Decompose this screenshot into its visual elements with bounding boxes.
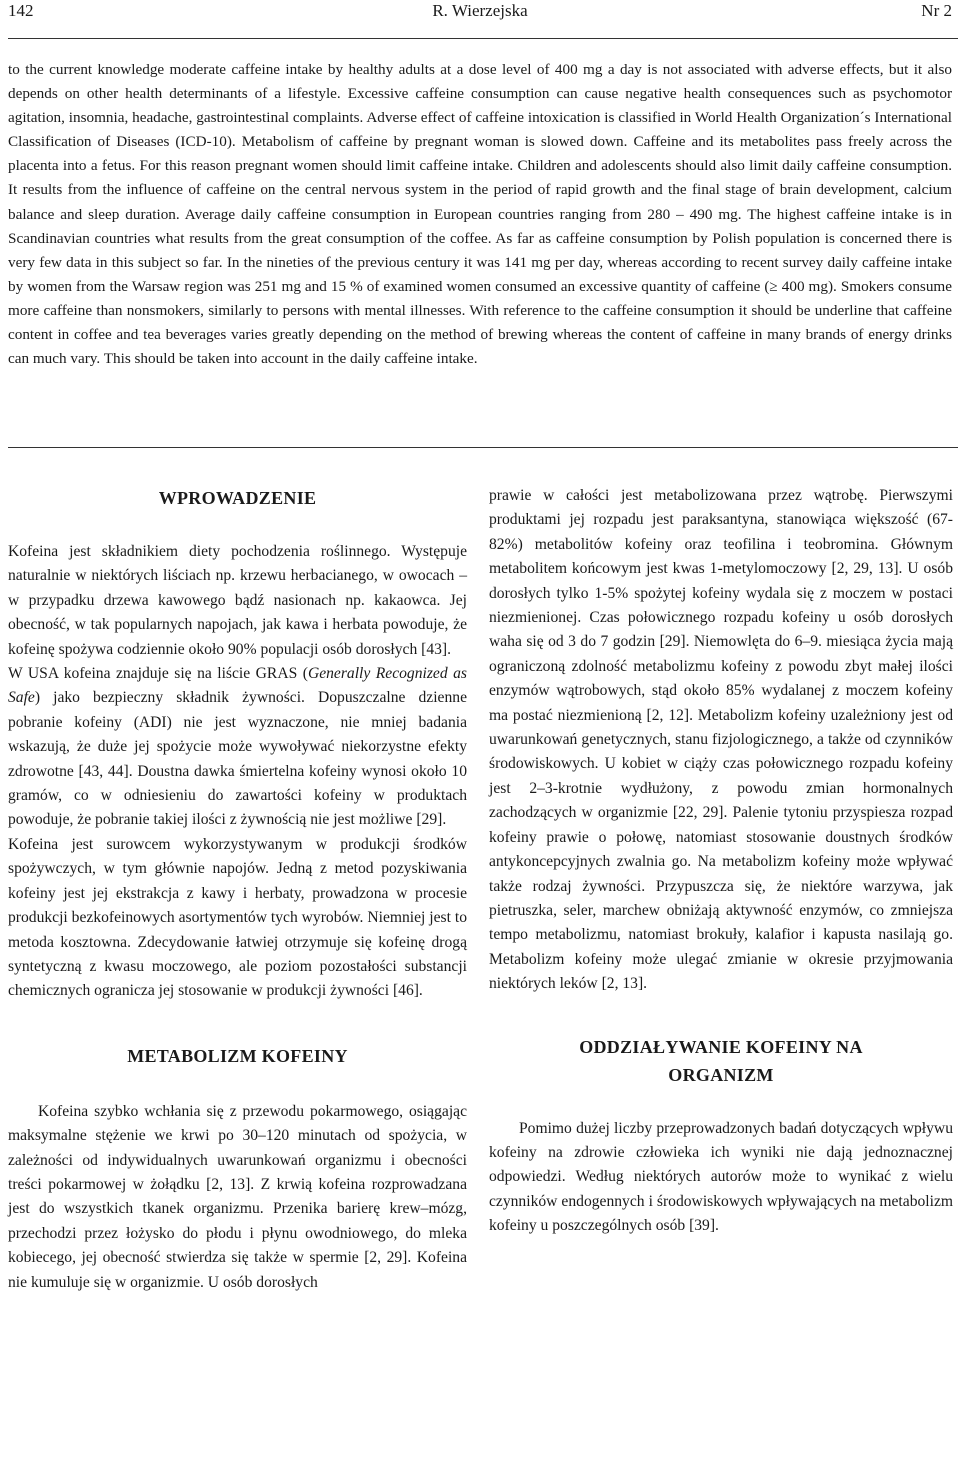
intro-paragraph-2-start: W USA kofeina znajduje się na liście GRAS (: [8, 665, 308, 683]
metabolism-paragraph-1: Kofeina szybko wchłania się z przewodu pokarmowego, osiągając maksymalne stężenie we krwi po 30–120 minutach od spożycia, w zależności od indywidualnych uwarunkowań organizmu i obecności treści pokarmowej w żołądku [2, 13]. Z krwią kofeina rozprowadzana jest do wszystkich tkanek organizmu. Przenika barierę krew–mózg, przechodzi przez łożysko do płodu i płynu owodniowego, do mleka kobiecego, jej obecność stwierdza się także w spermie [2, 29]. Kofeina nie kumuluje się w organizmie. U osób dorosłych: [8, 1102, 467, 1291]
running-title: R. Wierzejska: [432, 1, 528, 20]
heading-effects-line-2: ORGANIZM: [668, 1064, 774, 1085]
intro-paragraph-1: Kofeina jest składnikiem diety pochodzenia roślinnego. Występuje naturalnie w niektórych liściach np. krzewu herbacianego, w owocach – w przypadku drzewa kawowego bądź nasionach np. kakaowca. Jej obecność, w tak popularnych napojach, jak kawa i herbata powoduje, że kofeinę spożywa codziennie około 90% populacji osób dorosłych [43].: [8, 543, 467, 658]
abstract-rule: [8, 447, 958, 448]
page-header: [8, 0, 952, 22]
metabolism-continuation: prawie w całości jest metabolizowana przez wątrobę. Pierwszymi produktami jej rozpadu jest paraksantyna, stanowiąca większość (67-82%) metabolitów kofeiny oraz teofilina i teobromina. Głównym metabolitem końcowym jest kwas 1-metylomoczowy [2, 29, 13]. U osób dorosłych tylko 1-5% spożytej kofeiny wydala się z moczem w postaci niezmienionej. Czas połowicznego rozpadu kofeiny u osób dorosłych waha się od 3 do 7 godzin [29]. Niemowlęta do 6–9. miesiąca życia mają ograniczoną zdolność metabolizmu kofeiny z powodu zbyt małej ilości enzymów wątrobowych, stąd około 85% wydalanej z moczem kofeiny ma postać niezmienioną [2, 12]. Metabolizm kofeiny uzależniony jest od uwarunkowań genetycznych, stanu fizjologicznego, a także od czynników środowiskowych. U kobiet w ciąży czas połowicznego rozpadu kofeiny jest 2–3-krotnie wydłużony, z powodu zmian hormonalnych zachodzących w organizmie [22, 29]. Palenie tytoniu przyspiesza rozpad kofeiny prawie o połowę, natomiast stosowanie doustnych środków antykoncepcyjnych zwalnia go. Na metabolizm kofeiny może wpływać także rodzaj żywności. Przypuszcza się, że niektóre warzywa, jak pietruszka, seler, marchew obniżają aktywność enzymów, co zmniejsza tempo metabolizmu, natomiast brokuły, kalafior i kapusta nasilają go. Metabolizm kofeiny może ulegać zmianie w okresie przyjmowania niektórych leków [2, 13].: [489, 487, 953, 993]
gras-term: Generally Recognized as Safe: [8, 665, 467, 707]
issue-number: Nr 2: [921, 1, 952, 20]
heading-metabolism: METABOLIZM KOFEINY: [127, 1045, 348, 1066]
intro-paragraph-2: [8, 662, 467, 833]
left-column: [8, 484, 467, 1295]
right-column: [489, 484, 953, 1239]
abstract-text: to the current knowledge moderate caffeine intake by healthy adults at a dose level of 400 mg a day is not associated with adverse effects, but it also depends on other health determinants of a lifestyle. Excessive caffeine consumption can cause negative health consequences such as psychomotor agitation, insomnia, headache, gastrointestinal complaints. Adverse effect of caffeine intoxication is classified in World Health Organization´s International Classification of Diseases (ICD-10). Metabolism of caffeine by pregnant woman is slowed down. Caffeine and its metabolites pass freely across the placenta into a fetus. For this reason pregnant women should limit caffeine intake. Children and adolescents should also limit daily caffeine consumption. It results from the influence of caffeine on the central nervous system in the period of rapid growth and the final stage of brain development, calcium balance and sleep duration. Average daily caffeine consumption in European countries ranging from 280 – 490 mg. The highest caffeine intake is in Scandinavian countries what results from the great consumption of the coffee. As far as caffeine consumption by Polish population is concerned there is very few data in this subject so far. In the nineties of the previous century it was 141 mg per day, whereas according to recent survey daily caffeine intake by women from the Warsaw region was 251 mg and 15 % of examined women consumed an excessive quantity of caffeine (≥ 400 mg). Smokers consume more caffeine than nonsmokers, similarly to persons with mental illnesses. With reference to the caffeine consumption it should be underline that caffeine content in coffee and tea beverages varies greatly depending on the method of brewing whereas the content of caffeine in many brands of energy drinks can much vary. This should be taken into account in the daily caffeine intake.: [8, 61, 952, 368]
header-rule: [8, 38, 958, 39]
heading-effects-line-1: ODDZIAŁYWANIE KOFEINY NA: [579, 1036, 863, 1057]
effects-paragraph-1: Pomimo dużej liczby przeprowadzonych badań dotyczących wpływu kofeiny na zdrowie człowieka ich wyniki nie dają jednoznacznej odpowiedzi. Według niektórych autorów może to wynikać z wielu czynników endogennych i środowiskowych wpływających na metabolizm kofeiny u poszczególnych osób [39].: [489, 1119, 953, 1235]
heading-introduction: WPROWADZENIE: [158, 488, 317, 508]
page-number: 142: [8, 1, 34, 20]
intro-paragraph-2-end: ) jako bezpieczny składnik żywności. Dopuszczalne dzienne pobranie kofeiny (ADI) nie jest wyznaczone, nie mniej badania wskazują, że duże jej spożycie może wywoływać niekorzystne efekty zdrowotne [43, 44]. Doustna dawka śmiertelna kofeiny wynosi około 10 gramów, co w odniesieniu do zawartości kofeiny w produktach powoduje, że pobranie takiej ilości z żywnością nie jest możliwe [29].: [8, 689, 467, 829]
intro-paragraph-3: Kofeina jest surowcem wykorzystywanym w produkcji środków spożywczych, w tym głównie napojów. Jedną z metod pozyskiwania kofeiny jest jej ekstrakcja z kawy i herbaty, prowadzona w procesie produkcji bezkofeinowych asortymentów tych wyrobów. Niemniej jest to metoda kosztowna. Zdecydowanie łatwiej otrzymuje się kofeinę drogą syntetyczną z kwasu moczowego, ale poziom pozostałości substancji chemicznych ogranicza jej stosowanie w produkcji żywności [46].: [8, 835, 467, 1000]
